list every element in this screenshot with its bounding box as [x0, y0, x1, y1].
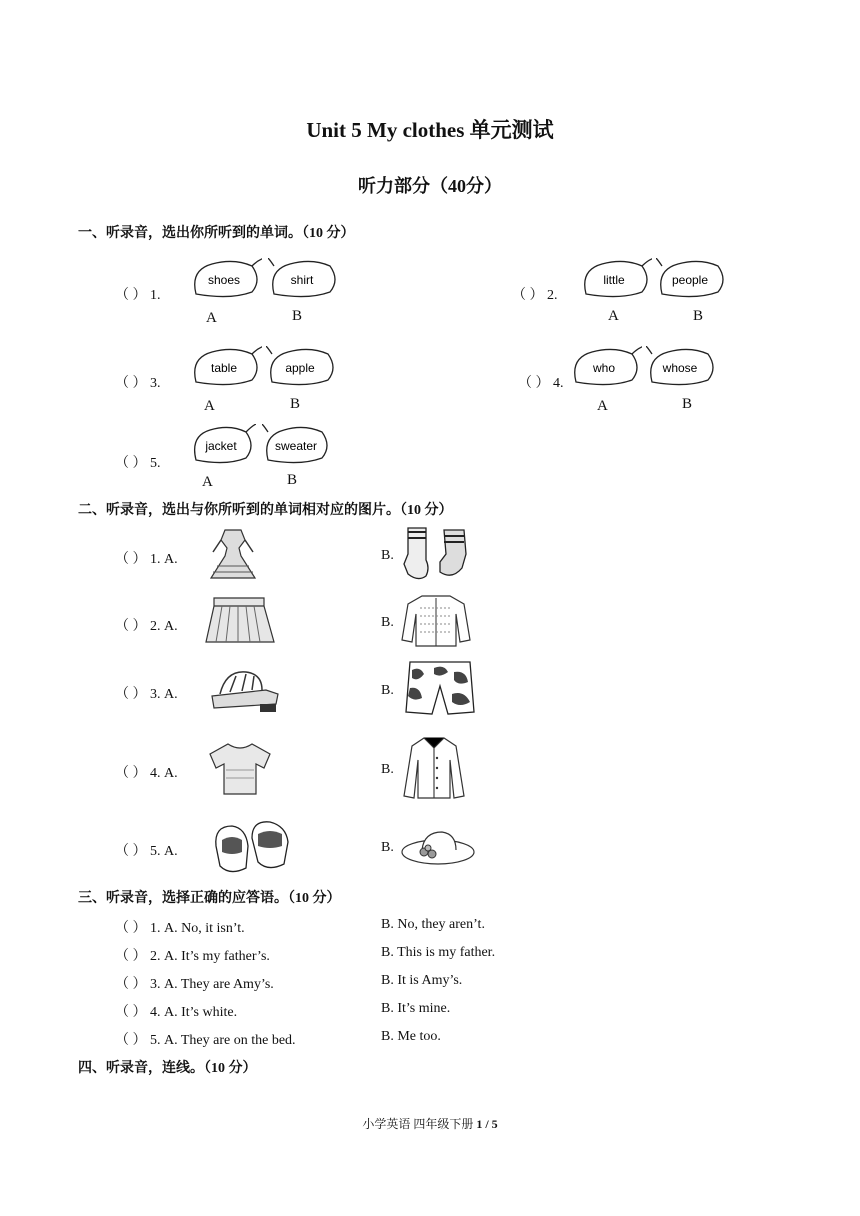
word-leaf-b — [268, 258, 340, 307]
option-a-letter: A — [608, 308, 619, 324]
answer-paren[interactable]: （ ） — [115, 456, 147, 471]
s1-item-5 — [115, 452, 161, 472]
answer-paren[interactable]: （ ） — [115, 552, 147, 567]
leaf-icon — [266, 346, 338, 390]
option-a-letter: A — [206, 310, 217, 326]
option-b-label: B. — [381, 762, 394, 777]
leaf-word: shoes — [207, 273, 241, 287]
leaf-word: who — [592, 361, 616, 375]
s3-item-3 — [115, 973, 274, 993]
s2-item-2 — [115, 615, 178, 635]
option-b: B. Me too. — [381, 1029, 441, 1044]
page-footer — [0, 1115, 860, 1132]
answer-paren[interactable]: （ ） — [115, 844, 147, 859]
option-b-letter: B — [290, 396, 301, 412]
page-title: Unit 5 My clothes 单元测试 — [306, 118, 554, 142]
answer-paren[interactable]: （ ） — [518, 376, 550, 391]
word-leaf-b — [266, 346, 338, 395]
shoes-icon — [208, 816, 296, 878]
answer-paren[interactable]: （ ） — [115, 766, 147, 781]
leaf-icon — [646, 346, 718, 390]
leaf-icon — [656, 258, 728, 302]
leaf-word: whose — [662, 361, 698, 375]
shorts-icon — [404, 658, 478, 718]
word-leaf-a — [190, 258, 262, 307]
leaf-word: shirt — [290, 273, 314, 287]
leaf-icon — [570, 346, 642, 390]
section-4-heading: 四、听录音，连线。（10 分） — [78, 1061, 257, 1076]
s1-item-3 — [115, 372, 161, 392]
section-3-heading: 三、听录音，选择正确的应答语。（10 分） — [78, 891, 341, 906]
option-b-label: B. — [381, 615, 394, 630]
option-b-label: B. — [381, 548, 394, 563]
leaf-icon — [268, 258, 340, 302]
option-a-letter: A — [204, 398, 215, 414]
sandals-icon — [206, 660, 282, 716]
word-leaf-a — [580, 258, 652, 307]
item-number: 5. — [150, 456, 161, 471]
dress-icon — [205, 526, 261, 584]
option-b: B. No, they aren’t. — [381, 917, 485, 932]
socks-icon — [400, 524, 476, 584]
option-b: B. This is my father. — [381, 945, 496, 960]
leaf-word: table — [210, 361, 238, 375]
s2-item-5 — [115, 840, 178, 860]
option-a: 3. A. They are Amy’s. — [150, 977, 274, 992]
answer-paren[interactable]: （ ） — [115, 687, 147, 702]
item-number: 1. A. — [150, 552, 178, 567]
item-number: 2. — [547, 288, 558, 303]
answer-paren[interactable]: （ ） — [115, 288, 147, 303]
option-b-label: B. — [381, 840, 394, 855]
footer-text: 小学英语 四年级下册 — [362, 1117, 477, 1131]
shirt-icon — [400, 734, 468, 804]
word-leaf-b — [646, 346, 718, 395]
answer-paren[interactable]: （ ） — [115, 949, 147, 964]
item-number: 1. — [150, 288, 161, 303]
leaf-icon — [580, 258, 652, 302]
item-number: 5. A. — [150, 844, 178, 859]
leaf-icon — [190, 258, 262, 302]
s3-item-5 — [115, 1029, 296, 1049]
answer-paren[interactable]: （ ） — [512, 288, 544, 303]
option-a: 5. A. They are on the bed. — [150, 1033, 296, 1048]
option-b: B. It is Amy’s. — [381, 973, 463, 988]
leaf-icon — [190, 424, 256, 468]
item-number: 3. — [150, 376, 161, 391]
answer-paren[interactable]: （ ） — [115, 1005, 147, 1020]
leaf-word: jacket — [205, 439, 237, 453]
item-number: 3. A. — [150, 687, 178, 702]
s3-item-4 — [115, 1001, 237, 1021]
skirt-icon — [204, 594, 276, 648]
leaf-word: sweater — [274, 439, 318, 453]
section-1-heading: 一、听录音，选出你所听到的单词。（10 分） — [78, 226, 355, 241]
option-a-letter: A — [202, 474, 213, 490]
answer-paren[interactable]: （ ） — [115, 1033, 147, 1048]
s2-item-1 — [115, 548, 178, 568]
leaf-icon — [190, 346, 262, 390]
option-a: 4. A. It’s white. — [150, 1005, 238, 1020]
answer-paren[interactable]: （ ） — [115, 921, 147, 936]
leaf-word: people — [671, 273, 709, 287]
leaf-icon — [262, 424, 332, 468]
option-a: 2. A. It’s my father’s. — [150, 949, 270, 964]
hat-icon — [400, 828, 478, 868]
s1-item-1 — [115, 284, 161, 304]
word-leaf-a — [190, 424, 256, 473]
word-leaf-a — [190, 346, 262, 395]
s2-item-3 — [115, 683, 178, 703]
option-b-letter: B — [682, 396, 693, 412]
answer-paren[interactable]: （ ） — [115, 977, 147, 992]
word-leaf-a — [570, 346, 642, 395]
item-number: 4. — [553, 376, 564, 391]
s3-item-1 — [115, 917, 245, 937]
s2-item-4 — [115, 762, 178, 782]
option-b-label: B. — [381, 683, 394, 698]
section-2-heading: 二、听录音，选出与你所听到的单词相对应的图片。（10 分） — [78, 503, 453, 518]
word-leaf-b — [656, 258, 728, 307]
word-leaf-b — [262, 424, 332, 473]
leaf-word: little — [603, 273, 625, 287]
item-number: 2. A. — [150, 619, 178, 634]
answer-paren[interactable]: （ ） — [115, 376, 147, 391]
answer-paren[interactable]: （ ） — [115, 619, 147, 634]
option-a-letter: A — [597, 398, 608, 414]
option-b-letter: B — [693, 308, 704, 324]
item-number: 4. A. — [150, 766, 178, 781]
sweater-icon — [400, 592, 472, 650]
s3-item-2 — [115, 945, 270, 965]
page-subtitle: 听力部分（40分） — [358, 176, 502, 196]
leaf-word: apple — [285, 361, 315, 375]
s1-item-4 — [518, 372, 564, 392]
t-shirt-icon — [206, 740, 274, 798]
option-b-letter: B — [287, 472, 298, 488]
option-a: 1. A. No, it isn’t. — [150, 921, 245, 936]
option-b: B. It’s mine. — [381, 1001, 451, 1016]
option-b-letter: B — [292, 308, 303, 324]
page-number: 1 / 5 — [476, 1117, 498, 1131]
s1-item-2 — [512, 284, 558, 304]
